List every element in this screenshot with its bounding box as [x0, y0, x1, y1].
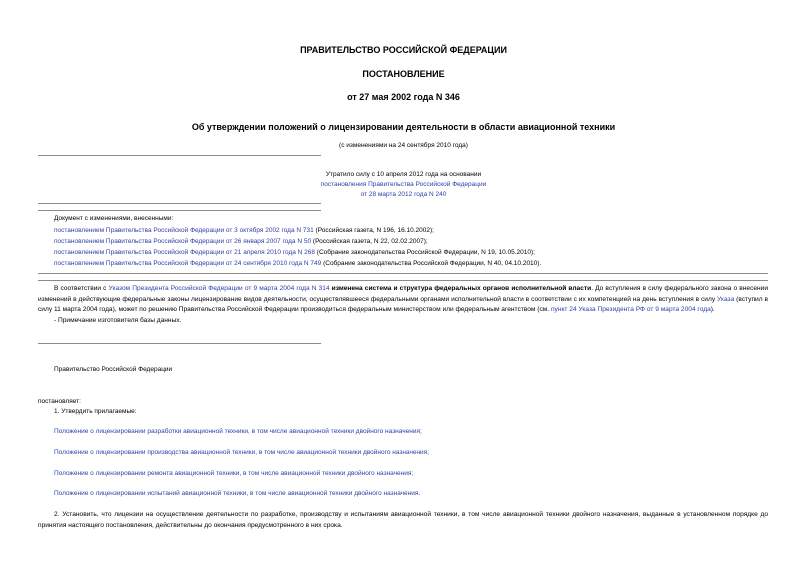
decree-short-link[interactable]: Указа [717, 295, 735, 303]
divider [38, 203, 321, 204]
document-type: ПОСТАНОВЛЕНИЕ [362, 69, 445, 79]
amendment-item [54, 260, 541, 267]
body-resolves: постановляет: [38, 398, 81, 405]
amendment-item [54, 227, 434, 234]
decree-clause-link[interactable]: пункт 24 Указа Президента РФ от 9 марта 2004 года [550, 306, 711, 314]
amendment-link[interactable]: постановлением Правительства Российской Федерации от 21 апреля 2010 года N 268 [54, 249, 315, 256]
amendment-link[interactable]: постановлением Правительства Российской Федерации от 26 января 2007 года N 50 [54, 238, 312, 245]
decree-link[interactable]: Указом Президента Российской Федерации от 9 марта 2004 года N 314 [108, 285, 330, 292]
document-date-number: от 27 мая 2002 года N 346 [347, 92, 460, 102]
item-1: 1. Утвердить прилагаемые: [54, 408, 137, 415]
amendments-intro: Документ с изменениями, внесенными: [54, 215, 174, 222]
regulation-link[interactable]: Положение о лицензировании ремонта авиационной техники, в том числе авиационной техники двойного назначения; [54, 470, 414, 477]
document-title: Об утверждении положений о лицензировании деятельности в области авиационной техники [191, 122, 616, 132]
regulation-link[interactable]: Положение о лицензировании испытаний авиационной техники, в том числе авиационной техники двойного назначения [54, 490, 419, 497]
amendment-source: (Российская газета, N 196, 16.10.2002); [313, 227, 434, 234]
item-2: 2. Установить, что лицензии на осуществление деятельности по разработке, производству и испытаниям авиационной техники, в том числе авиационной техники двойного назначения, выданные в установленном порядке до принятия настоящего постановления, действительны до окончания предусмотренного в них срока. [38, 511, 768, 529]
regulation-link[interactable]: Положение о лицензировании разработки авиационной техники, в том числе авиационной техники двойного назначения; [54, 428, 422, 435]
regulation-link[interactable]: Положение о лицензировании производства авиационной техники, в том числе авиационной техники двойного назначения; [54, 449, 429, 456]
amendment-source: (Российская газета, N 22, 02.02.2007); [311, 238, 428, 245]
expiry-link-1[interactable]: постановления Правительства Российской Федерации [320, 181, 487, 188]
database-note [38, 284, 768, 326]
amended-note: (с изменениями на 24 сентября 2010 года) [339, 142, 468, 149]
regulation-item: Положение о лицензировании испытаний авиационной техники, в том числе авиационной техники двойного назначения. [54, 490, 421, 497]
expiry-text: Утратило силу с 10 апреля 2012 года на основании [325, 171, 482, 178]
divider [38, 210, 321, 211]
amendment-source: (Собрание законодательства Российской Федерации, N 40, 04.10.2010). [321, 260, 542, 267]
divider [38, 280, 768, 281]
divider [38, 155, 321, 156]
divider [38, 343, 321, 344]
amendment-source: (Собрание законодательства Российской Федерации, N 19, 10.05.2010); [315, 249, 535, 256]
amendment-link[interactable]: постановлением Правительства Российской Федерации от 24 сентября 2010 года N 749 [54, 260, 322, 267]
note-footnote: - Примечание изготовителя базы данных. [54, 316, 182, 324]
amendment-link[interactable]: постановлением Правительства Российской Федерации от 3 октября 2002 года N 731 [54, 227, 314, 234]
government-heading: ПРАВИТЕЛЬСТВО РОССИЙСКОЙ ФЕДЕРАЦИИ [300, 45, 507, 55]
note-paragraph: В соответствии с Указом Президента Российской Федерации от 9 марта 2004 года N 314 изменена система и структура федеральных органов исполнительной власти. До вступления в силу федерального закона о внесении изменений в действующие федеральные законы лицензирование видов деятельности, осуществлявшееся федеральными органами исполнительной власти в соответствии с их компетенцией на день вступления в силу Указа (вступил в силу 11 марта 2004 года), может по решению Правительства Российской Федерации производиться федеральным министерством или федеральным агентством (см. пункт 24 Указа Президента РФ от 9 марта 2004 года). [38, 285, 769, 314]
divider [38, 273, 768, 274]
body-government: Правительство Российской Федерации [54, 366, 173, 373]
amendment-item [54, 249, 535, 256]
expiry-link-2[interactable]: от 28 марта 2012 года N 240 [360, 191, 447, 198]
amendment-item [54, 238, 428, 245]
